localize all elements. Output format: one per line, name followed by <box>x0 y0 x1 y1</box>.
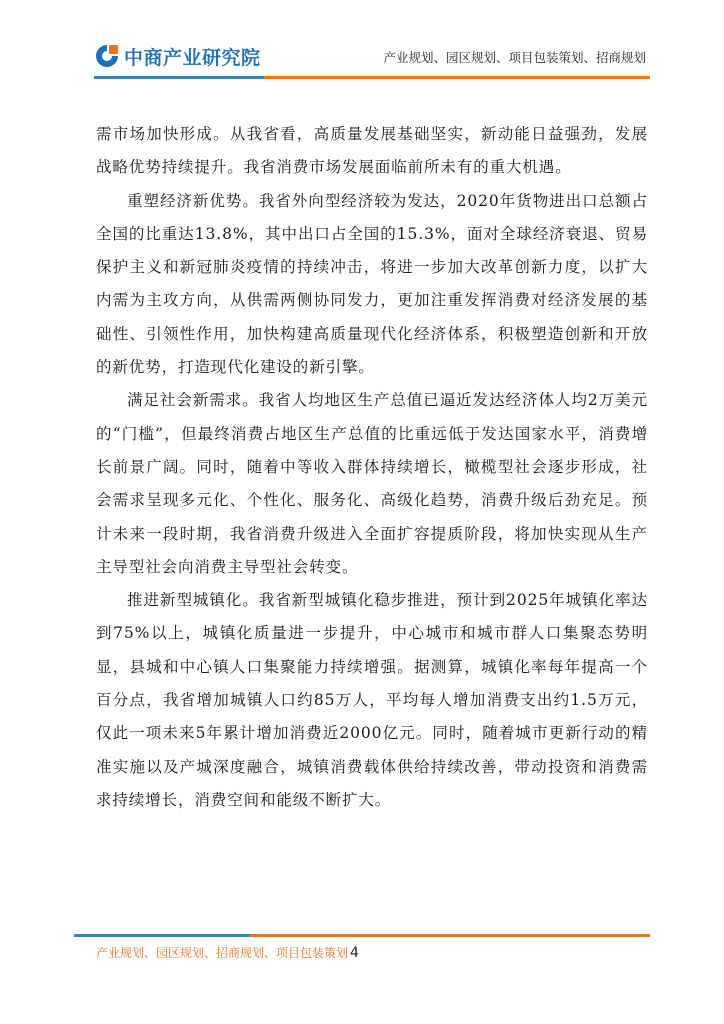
footer-rule-blue <box>74 934 250 937</box>
header-rule-orange <box>264 76 650 79</box>
page-footer <box>96 944 359 961</box>
paragraph-continuation: 需市场加快形成。从我省看，高质量发展基础坚实，新动能日益强劲，发展战略优势持续提升。我省消费市场发展面临前所未有的重大机遇。 <box>96 125 648 177</box>
logo-text: 中商产业研究院 <box>124 46 261 69</box>
paragraph-urbanization: 推进新型城镇化。我省新型城镇化稳步推进，预计到2025年城镇化率达到75%以上，城镇化质量进一步提升，中心城市和城市群人口集聚态势明显，县城和中心镇人口集聚能力持续增强。据测算，城镇化率每年提高一个百分点，我省增加城镇人口约85万人，平均每人增加消费支出约1.5万元，仅此一项未来5年累计增加消费近2000亿元。同时，随着城市更新行动的精准实施以及产城深度融合，城镇消费载体供给持续改善，带动投资和消费需求持续增长，消费空间和能级不断扩大。 <box>96 591 648 809</box>
footer-rule-orange <box>250 934 650 937</box>
paragraph-social-demand: 满足社会新需求。我省人均地区生产总值已逼近发达经济体人均2万美元的“门槛”，但最终消费占地区生产总值的比重远低于发达国家水平，消费增长前景广阔。同时，随着中等收入群体持续增长，橄榄型社会逐步形成，社会需求呈现多元化、个性化、服务化、高级化趋势，消费升级后劲充足。预计未来一段时期，我省消费升级进入全面扩容提质阶段，将加快实现从生产主导型社会向消费主导型社会转变。 <box>96 391 648 576</box>
header-rule-blue <box>94 76 264 79</box>
footer-tagline: 产业规划、园区规划、招商规划、项目包装策划 <box>96 946 349 960</box>
page-number: 4 <box>350 945 359 961</box>
logo-mark-icon <box>94 43 120 69</box>
company-logo <box>94 42 261 70</box>
document-body <box>96 118 648 817</box>
header-tagline: 产业规划、园区规划、项目包装策划、招商规划 <box>383 50 646 65</box>
paragraph-economic-advantage: 重塑经济新优势。我省外向型经济较为发达，2020年货物进出口总额占全国的比重达13.8%，其中出口占全国的15.3%，面对全球经济衰退、贸易保护主义和新冠肺炎疫情的持续冲击，将进一步加大改革创新力度，以扩大内需为主攻方向，从供需两侧协同发力，更加注重发挥消费对经济发展的基础性、引领性作用，加快构建高质量现代化经济体系，积极塑造创新和开放的新优势，打造现代化建设的新引擎。 <box>96 191 648 377</box>
page-header <box>0 0 724 90</box>
